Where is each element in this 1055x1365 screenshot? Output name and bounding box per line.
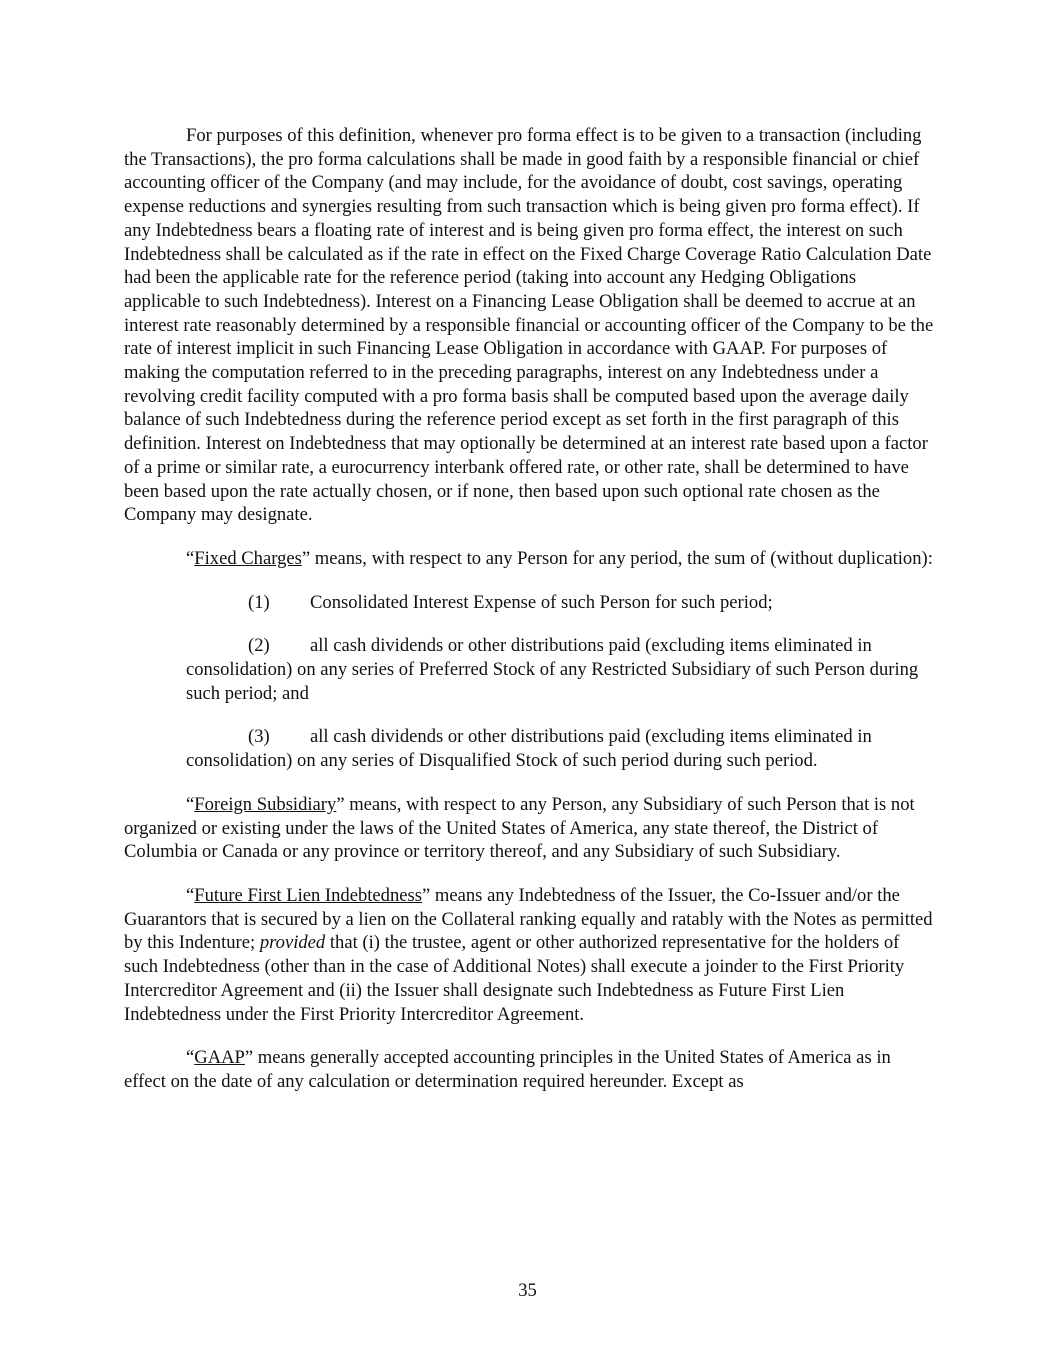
item-number: (1) [248,591,270,613]
page-number: 35 [518,1280,537,1301]
fixed-charges-item-1 [186,591,936,615]
gaap-definition [124,1046,936,1093]
defined-term-fixed-charges: Fixed Charges [194,547,302,569]
open-quote: “ [186,547,195,569]
defined-term-gaap: GAAP [194,1047,245,1069]
open-quote: “ [186,1047,195,1069]
item-text: all cash dividends or other distributions paid (excluding items eliminated in consolidation) on any series of Preferred Stock of any Restricted Subsidiary of such Person during such period; and [186,635,919,704]
item-number: (3) [248,726,270,748]
fixed-charges-item-3 [186,725,936,772]
item-number: (2) [248,635,270,657]
fixed-charges-definition [124,547,936,571]
definition-body: ” means, with respect to any Person for any period, the sum of (without duplication): [301,547,933,569]
definition-body-continued: that (i) the trustee, agent or other authorized representative for the holders of such Indebtedness (other than in the case of Additional Notes) shall execute a joinder to the First Priority Intercreditor Agreement and (ii) the Issuer shall designate such Indebtedness as Future First Lien Indebtedness under the First Priority Intercreditor Agreement. [124,932,905,1025]
defined-term-future-first-lien: Future First Lien Indebtedness [194,884,423,906]
definition-body: ” means generally accepted accounting principles in the United States of America as in effect on the date of any calculation or determination required hereunder. Except as [124,1047,891,1092]
open-quote: “ [186,793,195,815]
fixed-charges-item-2 [186,634,936,705]
italic-provided: provided [259,932,326,954]
document-page [124,124,936,1114]
item-text: Consolidated Interest Expense of such Person for such period; [310,591,773,613]
defined-term-foreign-subsidiary: Foreign Subsidiary [194,793,337,815]
open-quote: “ [186,884,195,906]
item-text: all cash dividends or other distributions paid (excluding items eliminated in consolidation) on any series of Disqualified Stock of such period during such period. [186,726,872,772]
future-first-lien-definition [124,884,936,1026]
pro-forma-paragraph: For purposes of this definition, whenever pro forma effect is to be given to a transaction (including the Transactions), the pro forma calculations shall be made in good faith by a responsible financial or chief accounting officer of the Company (and may include, for the avoidance of doubt, cost savings, operating expense reductions and synergies resulting from such transaction which is being given pro forma effect). If any Indebtedness bears a floating rate of interest and is being given pro forma effect, the interest on such Indebtedness shall be calculated as if the rate in effect on the Fixed Charge Coverage Ratio Calculation Date had been the applicable rate for the reference period (taking into account any Hedging Obligations applicable to such Indebtedness). Interest on a Financing Lease Obligation shall be deemed to accrue at an interest rate reasonably determined by a responsible financial or accounting officer of the Company to be the rate of interest implicit in such Financing Lease Obligation in accordance with GAAP. For purposes of making the computation referred to in the preceding paragraphs, interest on any Indebtedness under a revolving credit facility computed with a pro forma basis shall be computed based upon the average daily balance of such Indebtedness during the reference period except as set forth in the first paragraph of this definition. Interest on Indebtedness that may optionally be determined at an interest rate based upon a factor of a prime or similar rate, a eurocurrency interbank offered rate, or other rate, shall be determined to have been based upon the rate actually chosen, or if none, then based upon such optional rate chosen as the Company may designate. [124,125,934,526]
foreign-subsidiary-definition [124,793,936,864]
definition-body: ” means any Indebtedness of the Issuer, the Co-Issuer and/or the Guarantors that is secured by a lien on the Collateral ranking equally and ratably with the Notes as permitted by this Indenture; [124,884,933,954]
definition-body: ” means, with respect to any Person, any Subsidiary of such Person that is not organized or existing under the laws of the United States of America, any state thereof, the District of Columbia or Canada or any province or territory thereof, and any Subsidiary of such Subsidiary. [124,793,915,863]
